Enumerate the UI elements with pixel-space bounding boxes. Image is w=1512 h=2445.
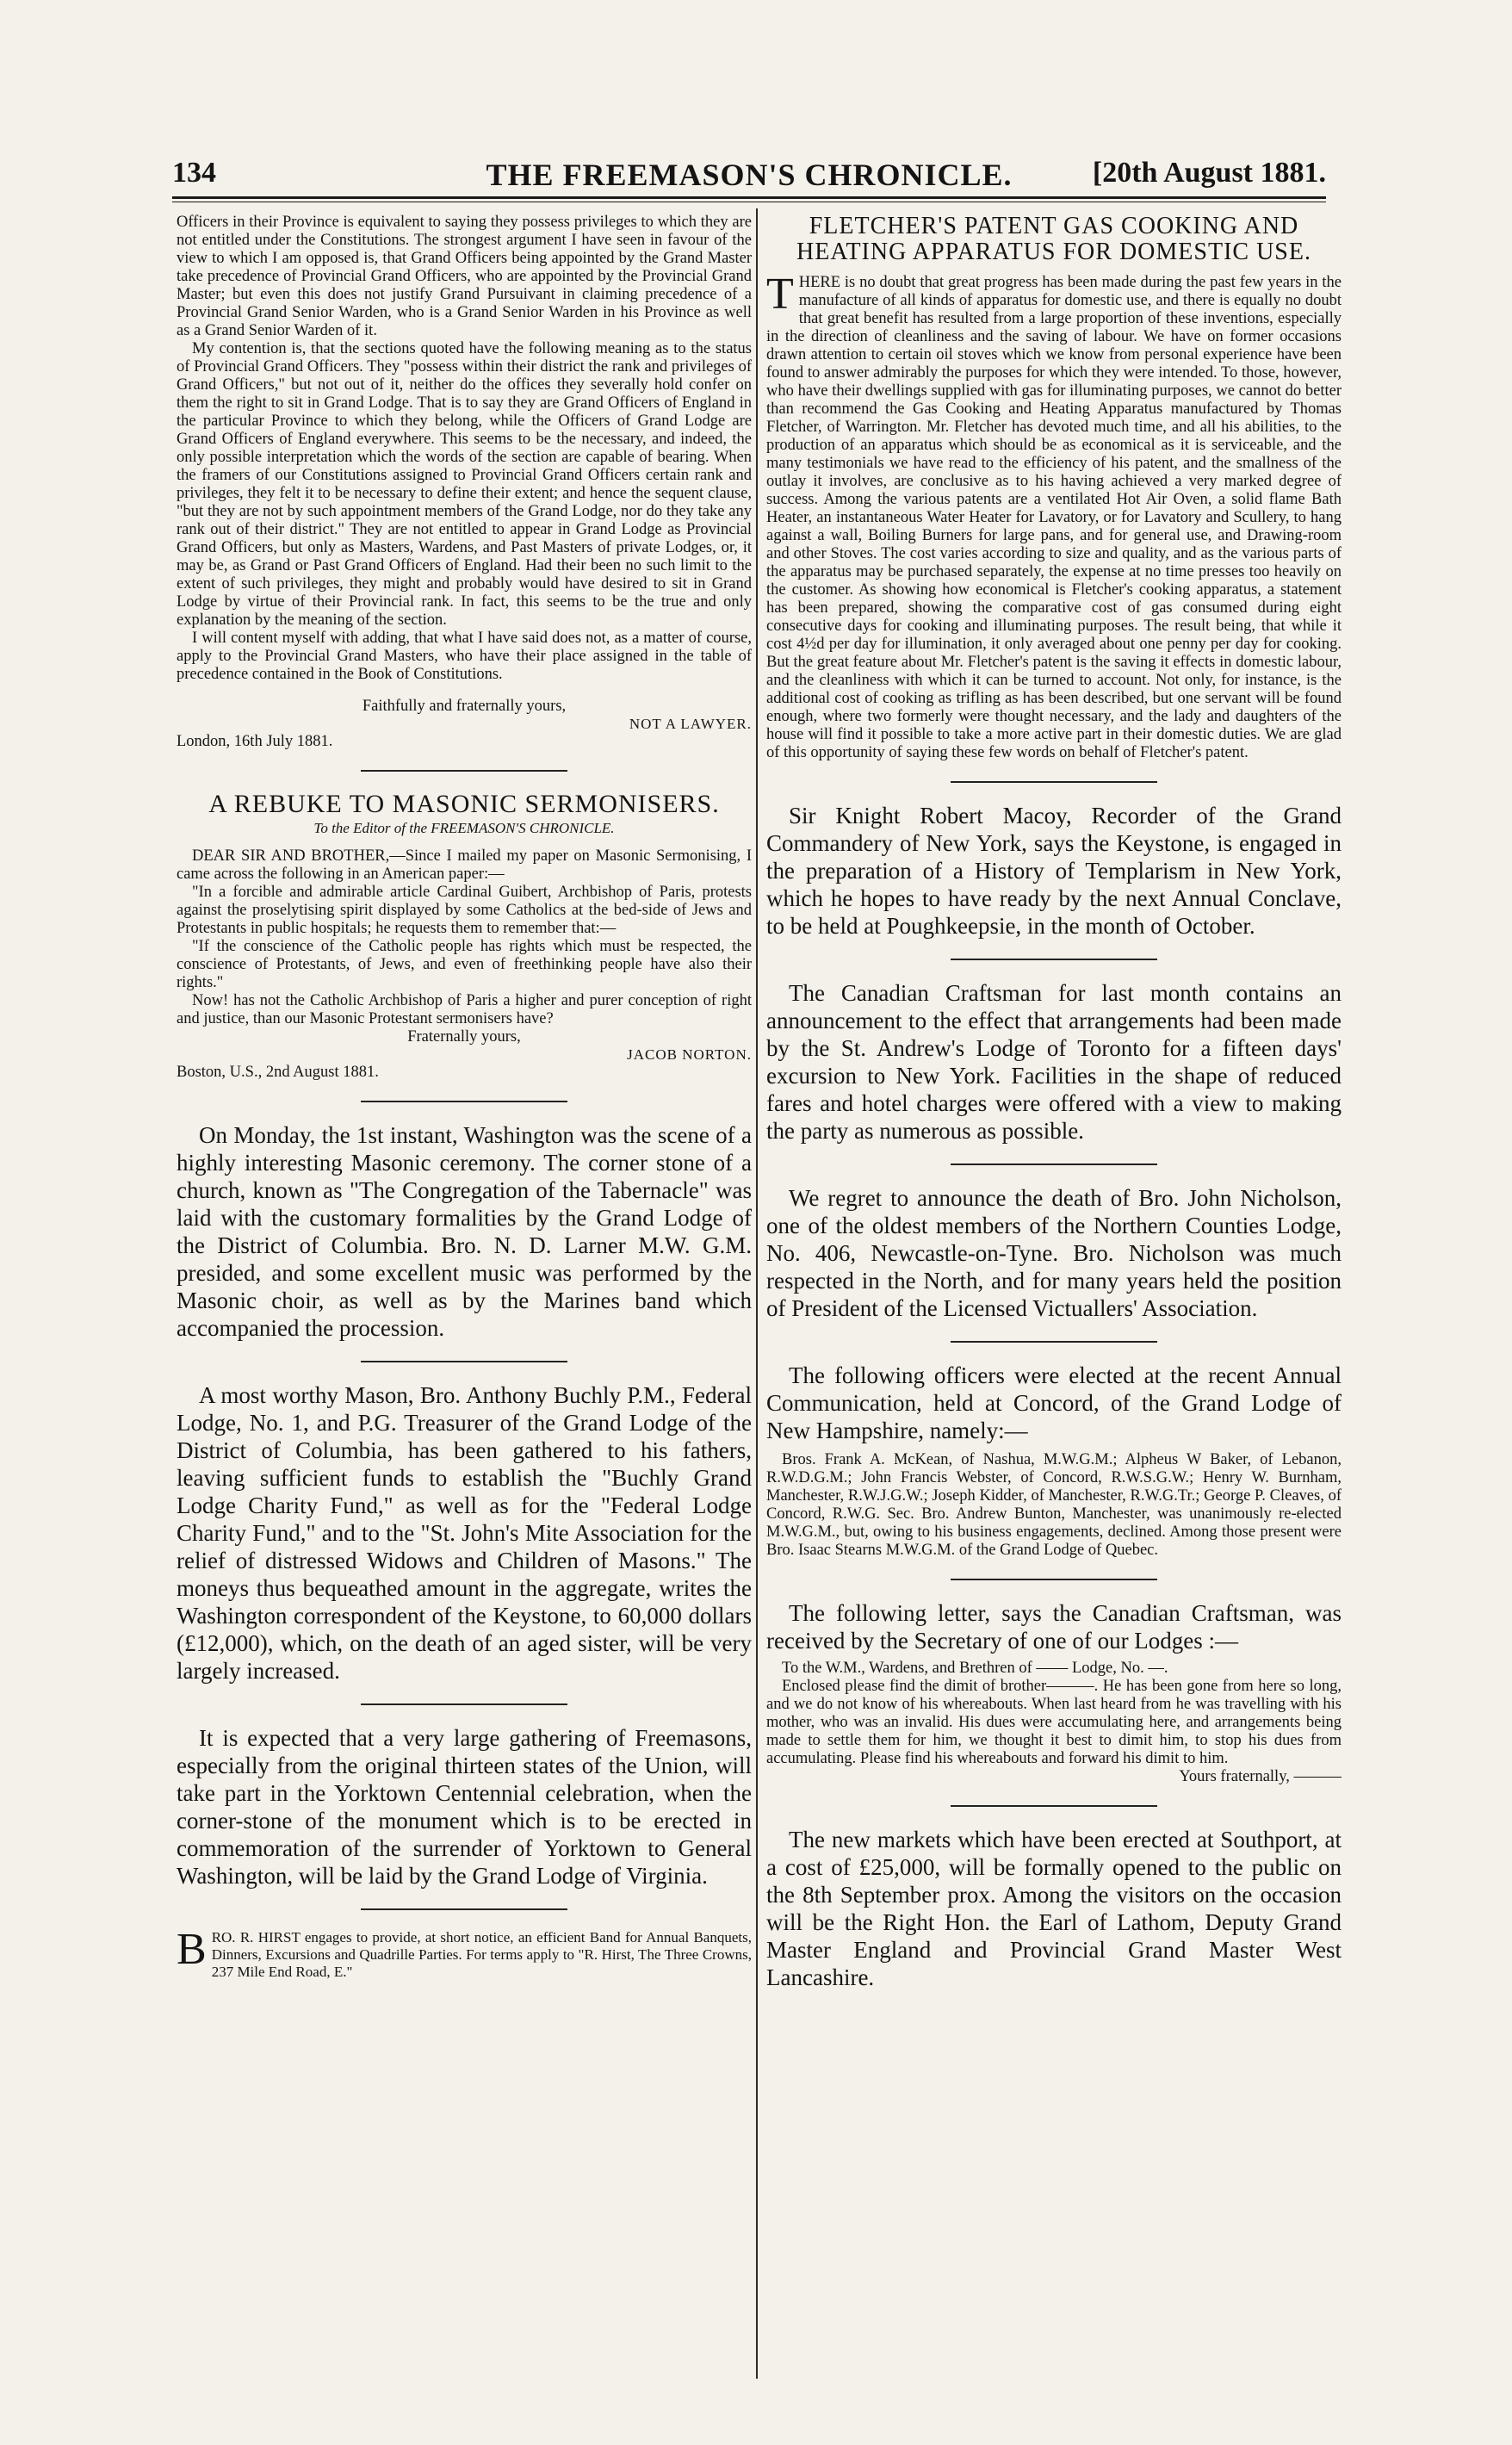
- section-separator: [951, 1341, 1157, 1343]
- section-separator: [951, 1164, 1157, 1165]
- article-paragraph: "In a forcible and admirable article Cardinal Guibert, Archbishop of Paris, protests against the proselytising spirit displayed by some Catholics at the bed-side of Jews and Protestants in public hospitals; he requests them to remember that:—: [177, 884, 752, 937]
- article-paragraph: HERE is no doubt that great progress has been made during the past few years in the manufacture of all kinds of apparatus for domestic use, and there is equally no doubt that great benefit has resulted from a large proportion of these inventions, especially in the direction of cleanliness and the saving of labour. We have on former occasions drawn attention to certain oil stoves which we know from personal experience have been found to answer admirably the purposes for which they were intended. To those, however, who have their dwellings supplied with gas for illuminating purposes, we cannot do better than recommend the Gas Cooking and Heating Apparatus manufactured by Thomas Fletcher, of Warrington. Mr. Fletcher has devoted much time, and all his abilities, to the production of an apparatus which should be as economical as it is serviceable, and the many testimonials we have read to the efficiency of his patent, and the smallness of the outlay it involves, are conclusive as to his having achieved a very marked degree of success. Among the various patents are a ventilated Hot Air Oven, a solid flame Bath Heater, an instantaneous Water Heater for Lavatory, or for Lavatory and Scullery, to hang against a wall, Boiling Burners for large pans, and for general use, and Drawing-room and other Stoves. The cost varies according to size and quality, and as the various parts of the apparatus may be purchased separately, the expense at no time presses too heavily on the customer. As showing how economical is Fletcher's cooking apparatus, a statement has been prepared, showing the comparative cost of gas consumed during eight consecutive days for cooking and illuminating purposes. The result being, that while it cost 4½d per day for illumination, it only averaged about one penny per day for cooking. But the great feature about Mr. Fletcher's patent is the saving it effects in domestic labour, and the cleanliness with which it can be turned to account. Not only, for instance, is the additional cost of cooking as trifling as has been described, but one servant will be found enough, where two formerly were thought necessary, and the lady and daughters of the house will find it possible to take a more active part in their domestic duties. We are glad of this opportunity of saying these few words on behalf of Fletcher's patent.: [766, 274, 1342, 761]
- section-separator: [361, 770, 567, 772]
- article-subheading: To the Editor of the FREEMASON'S CHRONICLE.: [313, 820, 615, 836]
- dimit-letter-item: [766, 1599, 1342, 1786]
- southport-item: The new markets which have been erected at Southport, at a cost of £25,000, will be formally opened to the public on the 8th September prox. Among the visitors on the occasion will be the Right Hon. the Earl of Lathom, Deputy Grand Master England and Provincial Grand Master West Lancashire.: [766, 1827, 1342, 1990]
- section-separator: [951, 1579, 1157, 1580]
- article-heading: A REBUKE TO MASONIC SERMONISERS.: [208, 790, 720, 818]
- letter-signature: NOT A LAWYER.: [629, 716, 752, 732]
- article-place-date: Boston, U.S., 2nd August 1881.: [177, 1064, 379, 1081]
- advert-text: RO. R. HIRST engages to provide, at short notice, an efficient Band for Annual Banquets, Dinners, Excursions and Quadrille Parties. For terms apply to "R. Hirst, The Three Crowns, 237 Mile End Road, E.": [211, 1929, 752, 1980]
- article-heading: FLETCHER'S PATENT GAS COOKING AND HEATING APPARATUS FOR DOMESTIC USE.: [796, 214, 1311, 265]
- article-dropcap: T: [766, 270, 794, 319]
- letter-paragraph: Officers in their Province is equivalent to saying they possess privileges to which they are not entitled under the Constitutions. The strongest argument I have seen in favour of the view to which I am opposed is, that Grand Officers being appointed by the Grand Master take precedence of Provincial Grand Officers, who are appointed by the Provincial Grand Master; but even this does not justify Grand Pursuivant in claiming precedence of a Provincial Grand Senior Warden, who is a Grand Senior Warden in his Province as well as a Grand Senior Warden of it.: [177, 214, 752, 339]
- letter-closing: Faithfully and fraternally yours,: [362, 698, 567, 715]
- fletcher-article: [766, 214, 1342, 762]
- letter-closing: Yours fraternally, ———: [1179, 1768, 1342, 1785]
- hirst-advertisement: [177, 1925, 752, 1981]
- letter-paragraph: I will content myself with adding, that what I have said does not, as a matter of course, apply to the Provincial Grand Masters, who have their place assigned in the table of precedence contained in the Book of Constitutions.: [177, 630, 752, 683]
- nicholson-item: We regret to announce the death of Bro. John Nicholson, one of the oldest members of the Northern Counties Lodge, No. 406, Newcastle-on-Tyne. Bro. Nicholson was much respected in the North, and for many years held the position of President of the Licensed Victuallers' Association.: [766, 1185, 1342, 1321]
- item-intro: The following officers were elected at the recent Annual Communication, held at Concord, of the Grand Lodge of New Hampshire, namely:—: [766, 1362, 1342, 1443]
- section-separator: [361, 1703, 567, 1705]
- section-separator: [361, 1908, 567, 1910]
- section-separator: [951, 781, 1157, 783]
- yorktown-item: It is expected that a very large gathering of Freemasons, especially from the original thirteen states of the Union, will take part in the Yorktown Centennial celebration, when the corner-stone of the monument which is to be erected in commemoration of the surrender of Yorktown to General Washington, will be laid by the Grand Lodge of Virginia.: [177, 1725, 752, 1889]
- rebuke-article: [177, 791, 752, 1082]
- item-intro: The following letter, says the Canadian Craftsman, was received by the Secretary of one of our Lodges :—: [766, 1600, 1342, 1654]
- letter-place-date: London, 16th July 1881.: [177, 733, 333, 750]
- section-separator: [361, 1361, 567, 1362]
- right-column: [766, 214, 1342, 1991]
- canadian-item: The Canadian Craftsman for last month contains an announcement to the effect that arrangements had been made by the St. Andrew's Lodge of Toronto for a fifteen days' excursion to New York. Facilities in the shape of reduced fares and hotel charges were offered with a view to making the party as numerous as possible.: [766, 980, 1342, 1144]
- macoy-item: Sir Knight Robert Macoy, Recorder of the Grand Commandery of New York, says the Keystone, is engaged in the preparation of a History of Templarism in New York, which he hopes to have ready by the next Annual Conclave, to be held at Poughkeepsie, in the month of October.: [766, 803, 1342, 939]
- washington-item: On Monday, the 1st instant, Washington was the scene of a highly interesting Masonic ceremony. The corner stone of a church, known as "The Congregation of the Tabernacle" was laid with the customary formalities by the Grand Lodge of the District of Columbia. Bro. N. D. Larner M.W. G.M. presided, and some excellent music was performed by the Masonic choir, as well as by the Marines band which accompanied the procession.: [177, 1122, 752, 1341]
- issue-date: [20th August 1881.: [1092, 157, 1326, 189]
- section-separator: [951, 1805, 1157, 1807]
- letter-address: To the W.M., Wardens, and Brethren of —— Lodge, No. —.: [782, 1660, 1168, 1677]
- section-separator: [361, 1101, 567, 1102]
- section-separator: [951, 959, 1157, 960]
- masthead-title: THE FREEMASON'S CHRONICLE.: [486, 158, 1013, 192]
- new-hampshire-item: [766, 1362, 1342, 1560]
- article-closing: Fraternally yours,: [407, 1028, 521, 1046]
- officers-list: Bros. Frank A. McKean, of Nashua, M.W.G.M.; Alpheus W Baker, of Lebanon, R.W.D.G.M.; John Francis Webster, of Concord, R.W.S.G.W.; Henry W. Burnham, Manchester, R.W.J.G.W.; Joseph Kidder, of Manchester, R.W.G.Tr.; George P. Cleaves, of Concord, R.W.G. Sec. Bro. Andrew Bunton, Manchester, was unanimously re-elected M.W.G.M., but, owing to his business engagements, declined. Among those present were Bro. Isaac Stearns M.W.G.M. of the Grand Lodge of Quebec.: [766, 1451, 1342, 1559]
- column-divider: [756, 208, 758, 2379]
- header-rule-thick: [172, 196, 1326, 199]
- grand-officers-letter: [177, 214, 752, 751]
- page-number: 134: [172, 157, 216, 189]
- buchly-item: A most worthy Mason, Bro. Anthony Buchly P.M., Federal Lodge, No. 1, and P.G. Treasurer of the Grand Lodge of the District of Columbia, has been gathered to his fathers, leaving sufficient funds to establish the "Buchly Grand Lodge Charity Fund," as well as for the "Federal Lodge Charity Fund," and to the "St. John's Mite Association for the relief of distressed Widows and Children of Masons." The moneys thus bequeathed amount in the aggregate, writes the Washington correspondent of the Keystone, to 60,000 dollars (£12,000), which, on the death of an aged sister, will be very largely increased.: [177, 1382, 752, 1684]
- article-paragraph: Now! has not the Catholic Archbishop of Paris a higher and purer conception of right and justice, than our Masonic Protestant sermonisers have?: [177, 992, 752, 1027]
- article-paragraph: DEAR SIR AND BROTHER,—Since I mailed my paper on Masonic Sermonising, I came across the following in an American paper:—: [177, 847, 752, 883]
- letter-body: Enclosed please find the dimit of brother———. He has been gone from here so long, and we do not know of his whereabouts. When last heard from he was travelling with his mother, who was an invalid. His dues were accumulating here, and arrangements being made to settle them for him, we thought it best to dimit him, to stop his dues from accumulating. Please find his whereabouts and forward his dimit to him.: [766, 1678, 1342, 1767]
- left-column: [177, 214, 752, 1981]
- advert-dropcap: B: [177, 1925, 207, 1974]
- letter-paragraph: My contention is, that the sections quoted have the following meaning as to the status of Provincial Grand Officers. They "possess within their district the rank and privileges of Grand Officers," but not out of it, neither do the offices they severally hold confer on them the right to sit in Grand Lodge. That is to say they are Grand Officers of England in the particular Province to which they belong, while the Officers of Grand Lodge are Grand Officers of England everywhere. This seems to be the necessary, and indeed, the only possible interpretation which the words of the section are capable of bearing. When the framers of our Constitutions assigned to Provincial Grand Officers certain rank and privileges, they felt it to be necessary to define their extent; and hence the sequent clause, "but they are not by such appointment members of the Grand Lodge, nor do they take any rank out of their district." They are not entitled to appear in Grand Lodge as Provincial Grand Officers, but only as Masters, Wardens, and Past Masters of private Lodges, or, it may be, as Grand or Past Grand Officers of England. Had their been no such limit to the extent of such privileges, they might and probably would have desired to sit in Grand Lodge by virtue of their Provincial rank. In fact, this seems to be the true and only explanation by the meaning of the section.: [177, 340, 752, 629]
- page-header: [172, 157, 1326, 195]
- article-paragraph: "If the conscience of the Catholic people has rights which must be respected, the conscience of Protestants, of Jews, and even of freethinking people have also their rights.": [177, 938, 752, 991]
- article-signature: JACOB NORTON.: [627, 1046, 752, 1063]
